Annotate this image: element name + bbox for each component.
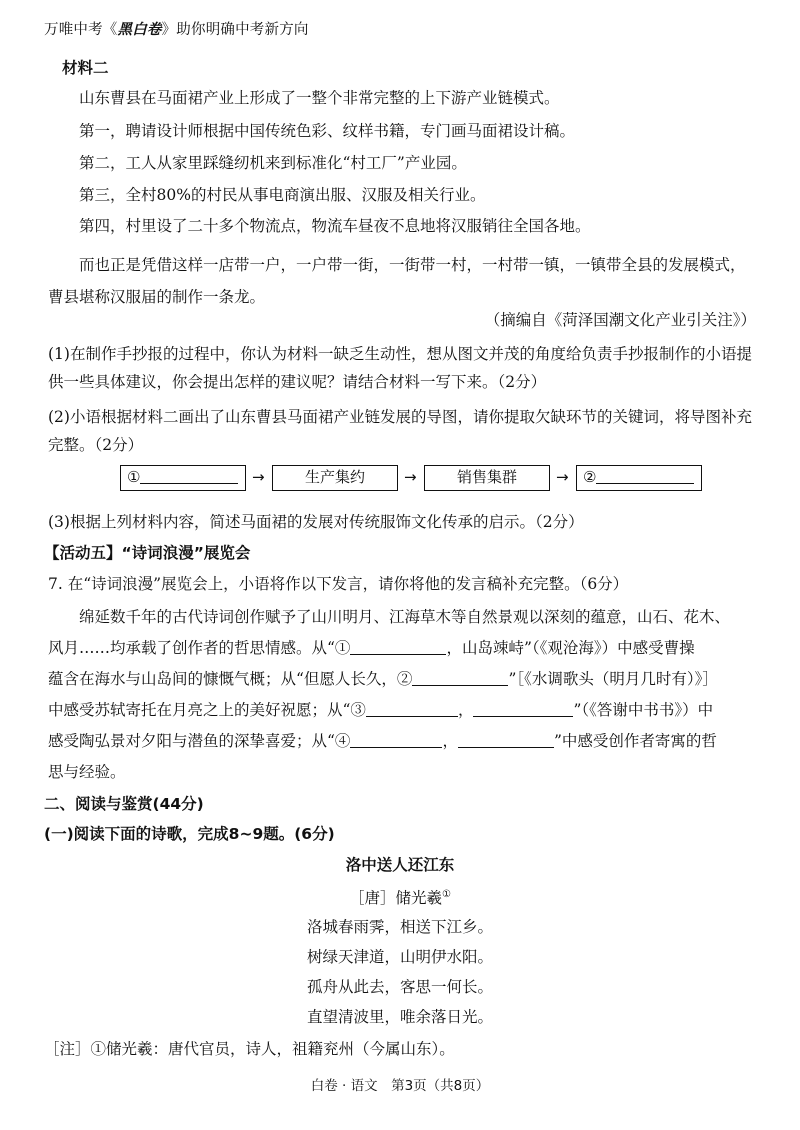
speech-line-4: 中感受苏轼寄托在月亮之上的美好祝愿；从“③ ， ”（《答谢中书书》）中	[48, 701, 714, 719]
poem-author: ［唐］储光羲①	[349, 889, 451, 908]
material2-para-3: 第二，工人从家里踩缝纫机来到标准化“村工厂”产业园。	[79, 154, 467, 172]
answer-blank[interactable]	[596, 467, 694, 484]
speech-line-3: 蕴含在海水与山岛间的慷慨气概；从“但愿人长久，② ”［《水调歌头（明月几时有）》］	[48, 670, 718, 688]
poem-line-2: 树绿天津道，山明伊水阳。	[306, 948, 493, 966]
answer-blank[interactable]	[140, 467, 238, 484]
blank-3b[interactable]	[473, 700, 573, 717]
page-footer: 白卷 · 语文 第3页（共8页）	[310, 1078, 490, 1094]
industry-chain-diagram	[120, 465, 700, 493]
material2-title: 材料二	[62, 59, 109, 77]
flow-arrow: →	[556, 468, 569, 486]
flow-box-blank-1[interactable]: ①	[120, 465, 246, 491]
poem-line-3: 孤舟从此去，客思一何长。	[306, 978, 493, 996]
blank-1[interactable]	[350, 638, 446, 655]
poem-line-1: 洛城春雨霁，相送下江乡。	[306, 918, 493, 936]
speech-line-1: 绵延数千年的古代诗词创作赋予了山川明月、江海草木等自然景观以深刻的蕴意，山石、花木、	[79, 608, 731, 626]
material2-para-2: 第一，聘请设计师根据中国传统色彩、纹样书籍，专门画马面裙设计稿。	[79, 122, 576, 140]
blank-4b[interactable]	[458, 731, 554, 748]
flow-box-sales: 销售集群	[424, 465, 550, 491]
flow-box-production: 生产集约	[272, 465, 398, 491]
poem-title: 洛中送人还江东	[345, 856, 455, 874]
material2-source: （摘编自《菏泽国潮文化产业引关注》）	[484, 311, 756, 329]
speech-line-6: 思与经验。	[48, 763, 126, 781]
brand-name: 黑白卷	[117, 22, 162, 38]
material2-para-5: 第四，村里设了二十多个物流点，物流车昼夜不息地将汉服销往全国各地。	[79, 217, 591, 235]
material2-para-1: 山东曹县在马面裙产业上形成了一整个非常完整的上下游产业链模式。	[79, 89, 560, 107]
material2-para-6: 而也正是凭借这样一店带一户，一户带一街，一街带一村，一村带一镇，一镇带全县的发展模式，曹县堪称汉服届的制作一条龙。	[48, 256, 746, 306]
question-2: (2)小语根据材料二画出了山东曹县马面裙产业链发展的导图，请你提取欠缺环节的关键词，将导图补充完整。（2分）	[48, 408, 752, 454]
blank-4a[interactable]	[350, 731, 442, 748]
poem-line-4: 直望清波里，唯余落日光。	[306, 1008, 493, 1026]
page-header: 万唯中考《黑白卷》助你明确中考新方向	[44, 22, 309, 38]
question-3: (3)根据上列材料内容，简述马面裙的发展对传统服饰文化传承的启示。（2分）	[48, 513, 584, 531]
section2-title: 二、阅读与鉴赏(44分)	[44, 795, 204, 813]
question-1: (1)在制作手抄报的过程中，你认为材料一缺乏生动性，想从图文并茂的角度给负责手抄报制作的小语提供一些具体建议，你会提出怎样的建议呢？请结合材料一写下来。（2分）	[48, 345, 752, 391]
flow-arrow: →	[404, 468, 417, 486]
flow-box-blank-2[interactable]: ②	[576, 465, 702, 491]
speech-line-2: 风月……均承载了创作者的哲思情感。从“① ，山岛竦峙”（《观沧海》）中感受曹操	[48, 639, 695, 657]
note-marker: ①	[442, 889, 451, 900]
question-7: 7. 在“诗词浪漫”展览会上，小语将作以下发言，请你将他的发言稿补充完整。（6分）	[48, 575, 629, 593]
section2-subtitle: (一)阅读下面的诗歌，完成8~9题。(6分)	[44, 825, 335, 843]
speech-line-5: 感受陶弘景对夕阳与潜鱼的深挚喜爱；从“④ ， ”中感受创作者寄寓的哲	[48, 732, 717, 750]
poem-note: ［注］①储光羲：唐代官员，诗人，祖籍兖州（今属山东）。	[44, 1040, 455, 1058]
material2-para-4: 第三，全村80%的村民从事电商演出服、汉服及相关行业。	[79, 186, 486, 204]
blank-2[interactable]	[412, 669, 508, 686]
blank-3a[interactable]	[366, 700, 458, 717]
flow-arrow: →	[252, 468, 265, 486]
activity5-title: 【活动五】“诗词浪漫”展览会	[44, 544, 251, 562]
